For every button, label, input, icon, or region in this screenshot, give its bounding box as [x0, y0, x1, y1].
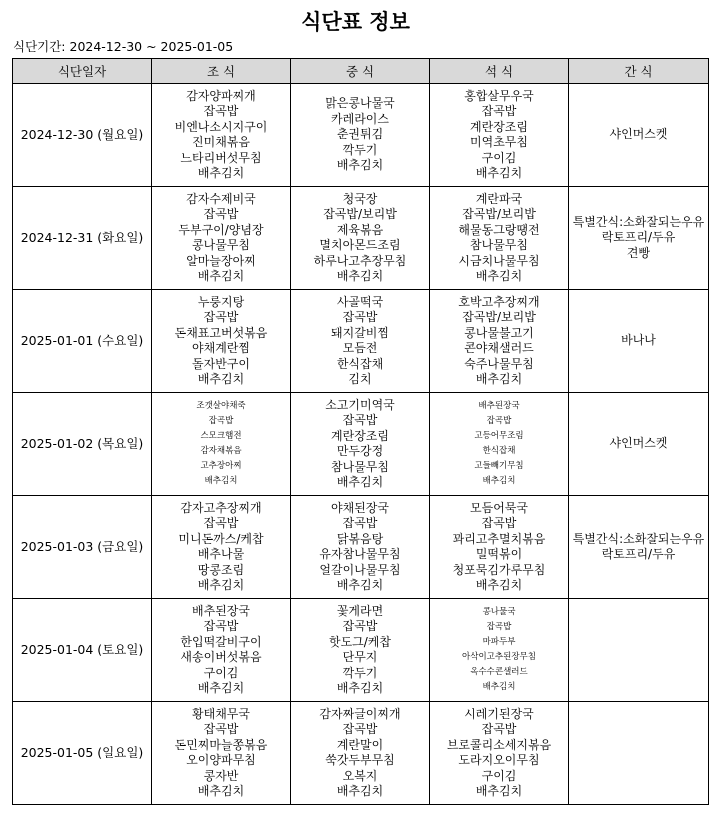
- menu-item: 구이김: [481, 150, 517, 165]
- breakfast-cell: [152, 702, 291, 805]
- menu-item: 특별간식:소화잘되는우유: [572, 214, 705, 229]
- menu-item: 배추김치: [475, 578, 523, 592]
- menu-item: 깍두기: [342, 665, 378, 680]
- lunch-cell: [291, 496, 430, 599]
- menu-item: 배추김치: [197, 784, 245, 798]
- menu-item: 돈민찌마늘쫑볶음: [174, 737, 268, 752]
- menu-item: 배추김치: [197, 578, 245, 592]
- header-snack: 간 식: [569, 59, 709, 84]
- menu-item: 고추장아찌: [200, 461, 242, 471]
- menu-item: 김치: [348, 372, 372, 386]
- menu-item: 비엔나소시지구이: [174, 119, 268, 134]
- menu-item: 콘야채샐러드: [464, 341, 534, 355]
- menu-item: 꽈리고추멸치볶음: [452, 531, 546, 546]
- menu-item: 배추김치: [197, 681, 245, 695]
- menu-item: 유자참나물무침: [319, 547, 401, 561]
- menu-item: 돌자반구이: [192, 356, 250, 371]
- lunch-cell: [291, 702, 430, 805]
- menu-item: 배추김치: [336, 269, 384, 283]
- header-date: 식단일자: [13, 59, 152, 84]
- menu-item: 느타리버섯무침: [180, 150, 262, 165]
- menu-item: 잡곡밥: [481, 722, 517, 736]
- meal-table: [12, 58, 709, 805]
- menu-item: 모듬전: [342, 341, 378, 355]
- menu-item: 감자고추장찌개: [180, 500, 262, 515]
- table-row: [13, 187, 709, 290]
- menu-item: 누룽지탕: [197, 294, 245, 309]
- menu-item: 배추김치: [482, 682, 516, 692]
- menu-item: 야채계란찜: [192, 341, 250, 355]
- menu-item: 잡곡밥: [203, 516, 239, 530]
- menu-item: 배추김치: [336, 681, 384, 695]
- menu-item: 콩자반: [203, 768, 239, 783]
- table-row: [13, 290, 709, 393]
- menu-item: 깍두기: [342, 142, 378, 157]
- menu-item: 고들빼기무침: [474, 461, 524, 471]
- menu-item: 배추김치: [336, 158, 384, 173]
- menu-item: 배추김치: [475, 269, 523, 283]
- menu-item: 황태채무국: [192, 706, 250, 721]
- dinner-cell: [430, 290, 569, 393]
- meal-date: 2024-12-30 (월요일): [13, 84, 152, 187]
- table-row: [13, 702, 709, 805]
- snack-cell: [569, 702, 709, 805]
- menu-item: 잡곡밥: [342, 413, 378, 427]
- dinner-cell: [430, 496, 569, 599]
- menu-item: 콩나물무침: [192, 238, 250, 252]
- menu-item: 숙주나물무침: [464, 356, 534, 371]
- breakfast-cell: [152, 84, 291, 187]
- lunch-cell: [291, 393, 430, 496]
- dinner-cell: [430, 702, 569, 805]
- menu-item: 오이양파무침: [186, 753, 256, 767]
- menu-item: 시레기된장국: [464, 706, 534, 721]
- menu-item: 배추김치: [336, 784, 384, 798]
- menu-item: 배추김치: [475, 166, 523, 180]
- breakfast-cell: [152, 496, 291, 599]
- snack-cell: [569, 290, 709, 393]
- menu-item: 도라지오이무침: [458, 753, 540, 767]
- menu-item: 배추나물: [197, 547, 245, 561]
- menu-item: 맑은콩나물국: [325, 96, 395, 111]
- menu-item: 구이김: [203, 665, 239, 680]
- menu-item: 콩나물불고기: [464, 325, 534, 340]
- menu-item: 잡곡밥: [342, 310, 378, 324]
- header-lunch: 중 식: [291, 59, 430, 84]
- menu-item: 바나나: [621, 333, 656, 348]
- menu-item: 구이김: [481, 768, 517, 783]
- menu-item: 배추김치: [336, 475, 384, 489]
- menu-item: 잡곡밥: [203, 207, 239, 221]
- menu-item: 홍합살무우국: [464, 88, 534, 103]
- meal-date: 2024-12-31 (화요일): [13, 187, 152, 290]
- menu-item: 멸치아몬드조림: [319, 238, 401, 252]
- meal-period: 식단기간: 2024-12-30 ~ 2025-01-05: [13, 39, 234, 54]
- menu-item: 돼지갈비찜: [331, 325, 389, 340]
- menu-item: 계란파국: [475, 191, 523, 206]
- menu-item: 스모크햄전: [200, 431, 242, 441]
- menu-item: 잡곡밥: [203, 104, 239, 118]
- menu-item: 두부구이/양념장: [178, 222, 264, 237]
- menu-item: 잡곡밥: [342, 516, 378, 530]
- header-breakfast: 조 식: [152, 59, 291, 84]
- menu-item: 밀떡볶이: [475, 547, 523, 561]
- menu-item: 콩나물국: [482, 607, 516, 617]
- menu-item: 핫도그/케찹: [328, 634, 391, 649]
- menu-item: 모듬어묵국: [470, 500, 528, 515]
- menu-item: 잡곡밥: [486, 416, 512, 426]
- menu-item: 잡곡밥: [342, 619, 378, 633]
- menu-item: 시금치나물무침: [458, 253, 540, 268]
- menu-item: 잡곡밥: [481, 104, 517, 118]
- menu-item: 한식잡채: [482, 446, 516, 456]
- meal-date: 2025-01-03 (금요일): [13, 496, 152, 599]
- menu-item: 아삭이고추된장무침: [462, 652, 536, 662]
- menu-item: 한식잡채: [336, 356, 384, 371]
- lunch-cell: [291, 187, 430, 290]
- menu-item: 닭볶음탕: [336, 531, 384, 546]
- menu-item: 감자짜글이찌개: [319, 706, 401, 721]
- menu-item: 호박고추장찌개: [458, 294, 540, 309]
- menu-item: 돈채표고버섯볶음: [174, 325, 268, 340]
- menu-item: 잡곡밥/보리밥: [462, 207, 536, 221]
- menu-item: 배추김치: [475, 784, 523, 798]
- menu-item: 청국장: [342, 191, 378, 206]
- menu-item: 락토프리/두유: [601, 230, 676, 245]
- meal-date: 2025-01-05 (일요일): [13, 702, 152, 805]
- menu-item: 카레라이스: [331, 111, 389, 126]
- menu-item: 한입떡갈비구이: [180, 634, 262, 649]
- menu-item: 청포묵김가루무침: [452, 562, 546, 577]
- menu-item: 락토프리/두유: [601, 547, 676, 561]
- table-body: [13, 84, 709, 805]
- menu-item: 참나물무침: [470, 238, 528, 252]
- breakfast-cell: [152, 290, 291, 393]
- lunch-cell: [291, 84, 430, 187]
- menu-item: 꽃게라면: [336, 603, 384, 618]
- table-row: [13, 496, 709, 599]
- menu-item: 배추된장국: [192, 603, 250, 618]
- menu-item: 옥수수콘샐러드: [470, 667, 528, 677]
- menu-item: 감자양파찌개: [186, 88, 256, 103]
- menu-item: 진미채볶음: [192, 135, 250, 149]
- meal-date: 2025-01-01 (수요일): [13, 290, 152, 393]
- menu-item: 춘권튀김: [336, 127, 384, 142]
- menu-item: 계란장조림: [470, 119, 528, 134]
- page-title: 식단표 정보: [301, 10, 410, 34]
- breakfast-cell: [152, 599, 291, 702]
- menu-item: 브로콜리소세지볶음: [446, 737, 552, 752]
- dinner-cell: [430, 84, 569, 187]
- dinner-cell: [430, 187, 569, 290]
- menu-item: 잡곡밥/보리밥: [462, 310, 536, 324]
- table-row: [13, 84, 709, 187]
- menu-item: 계란말이: [336, 737, 384, 752]
- menu-item: 땅콩조림: [197, 562, 245, 577]
- snack-cell: [569, 187, 709, 290]
- menu-item: 오복지: [342, 768, 378, 783]
- snack-cell: [569, 84, 709, 187]
- menu-item: 배추김치: [197, 269, 245, 283]
- menu-item: 잡곡밥: [203, 310, 239, 324]
- meal-date: 2025-01-04 (토요일): [13, 599, 152, 702]
- header-dinner: 석 식: [430, 59, 569, 84]
- menu-item: 소고기미역국: [325, 397, 395, 412]
- menu-item: 참나물무침: [331, 459, 389, 474]
- menu-item: 배추김치: [197, 372, 245, 386]
- menu-item: 잡곡밥: [208, 416, 234, 426]
- menu-item: 잡곡밥: [342, 722, 378, 736]
- menu-item: 배추김치: [197, 166, 245, 180]
- menu-item: 알마늘장아찌: [186, 253, 256, 268]
- menu-item: 제육볶음: [336, 222, 384, 237]
- lunch-cell: [291, 599, 430, 702]
- table-row: [13, 393, 709, 496]
- menu-item: 미니돈까스/케찹: [178, 531, 264, 546]
- menu-item: 잡곡밥: [203, 722, 239, 736]
- menu-item: 조갯살야채죽: [196, 401, 246, 411]
- menu-item: 마파두부: [482, 637, 516, 647]
- menu-item: 배추김치: [475, 372, 523, 386]
- menu-item: 하루나고추장무침: [313, 253, 407, 268]
- menu-item: 야채된장국: [331, 500, 389, 515]
- menu-item: 새송이버섯볶음: [180, 650, 262, 664]
- meal-date: 2025-01-02 (목요일): [13, 393, 152, 496]
- menu-item: 특별간식:소화잘되는우유: [572, 531, 705, 546]
- menu-item: 얼갈이나물무침: [319, 562, 401, 577]
- breakfast-cell: [152, 393, 291, 496]
- snack-cell: [569, 393, 709, 496]
- menu-item: 샤인머스켓: [609, 436, 668, 451]
- menu-item: 배추김치: [204, 476, 238, 486]
- menu-item: 단무지: [342, 650, 378, 664]
- menu-item: 배추된장국: [478, 401, 520, 411]
- menu-item: 배추김치: [482, 476, 516, 486]
- menu-item: 샤인머스켓: [609, 127, 668, 142]
- menu-item: 미역초무침: [470, 135, 528, 149]
- lunch-cell: [291, 290, 430, 393]
- menu-item: 계란장조림: [331, 428, 389, 443]
- menu-item: 감자수제비국: [186, 191, 256, 206]
- menu-item: 감자채볶음: [200, 446, 242, 456]
- menu-item: 잡곡밥: [203, 619, 239, 633]
- menu-item: 쑥갓두부무침: [325, 753, 395, 767]
- table-header-row: [13, 59, 709, 84]
- snack-cell: [569, 599, 709, 702]
- menu-item: 잡곡밥: [486, 622, 512, 632]
- menu-item: 고등어무조림: [474, 431, 524, 441]
- snack-cell: [569, 496, 709, 599]
- breakfast-cell: [152, 187, 291, 290]
- menu-item: 잡곡밥/보리밥: [323, 207, 397, 221]
- dinner-cell: [430, 599, 569, 702]
- menu-item: 사골떡국: [336, 294, 384, 309]
- dinner-cell: [430, 393, 569, 496]
- menu-item: 잡곡밥: [481, 516, 517, 530]
- menu-item: 만두강정: [336, 444, 384, 458]
- table-row: [13, 599, 709, 702]
- menu-item: 해물동그랑땡전: [458, 222, 540, 237]
- menu-item: 배추김치: [336, 578, 384, 592]
- menu-item: 견빵: [626, 245, 651, 260]
